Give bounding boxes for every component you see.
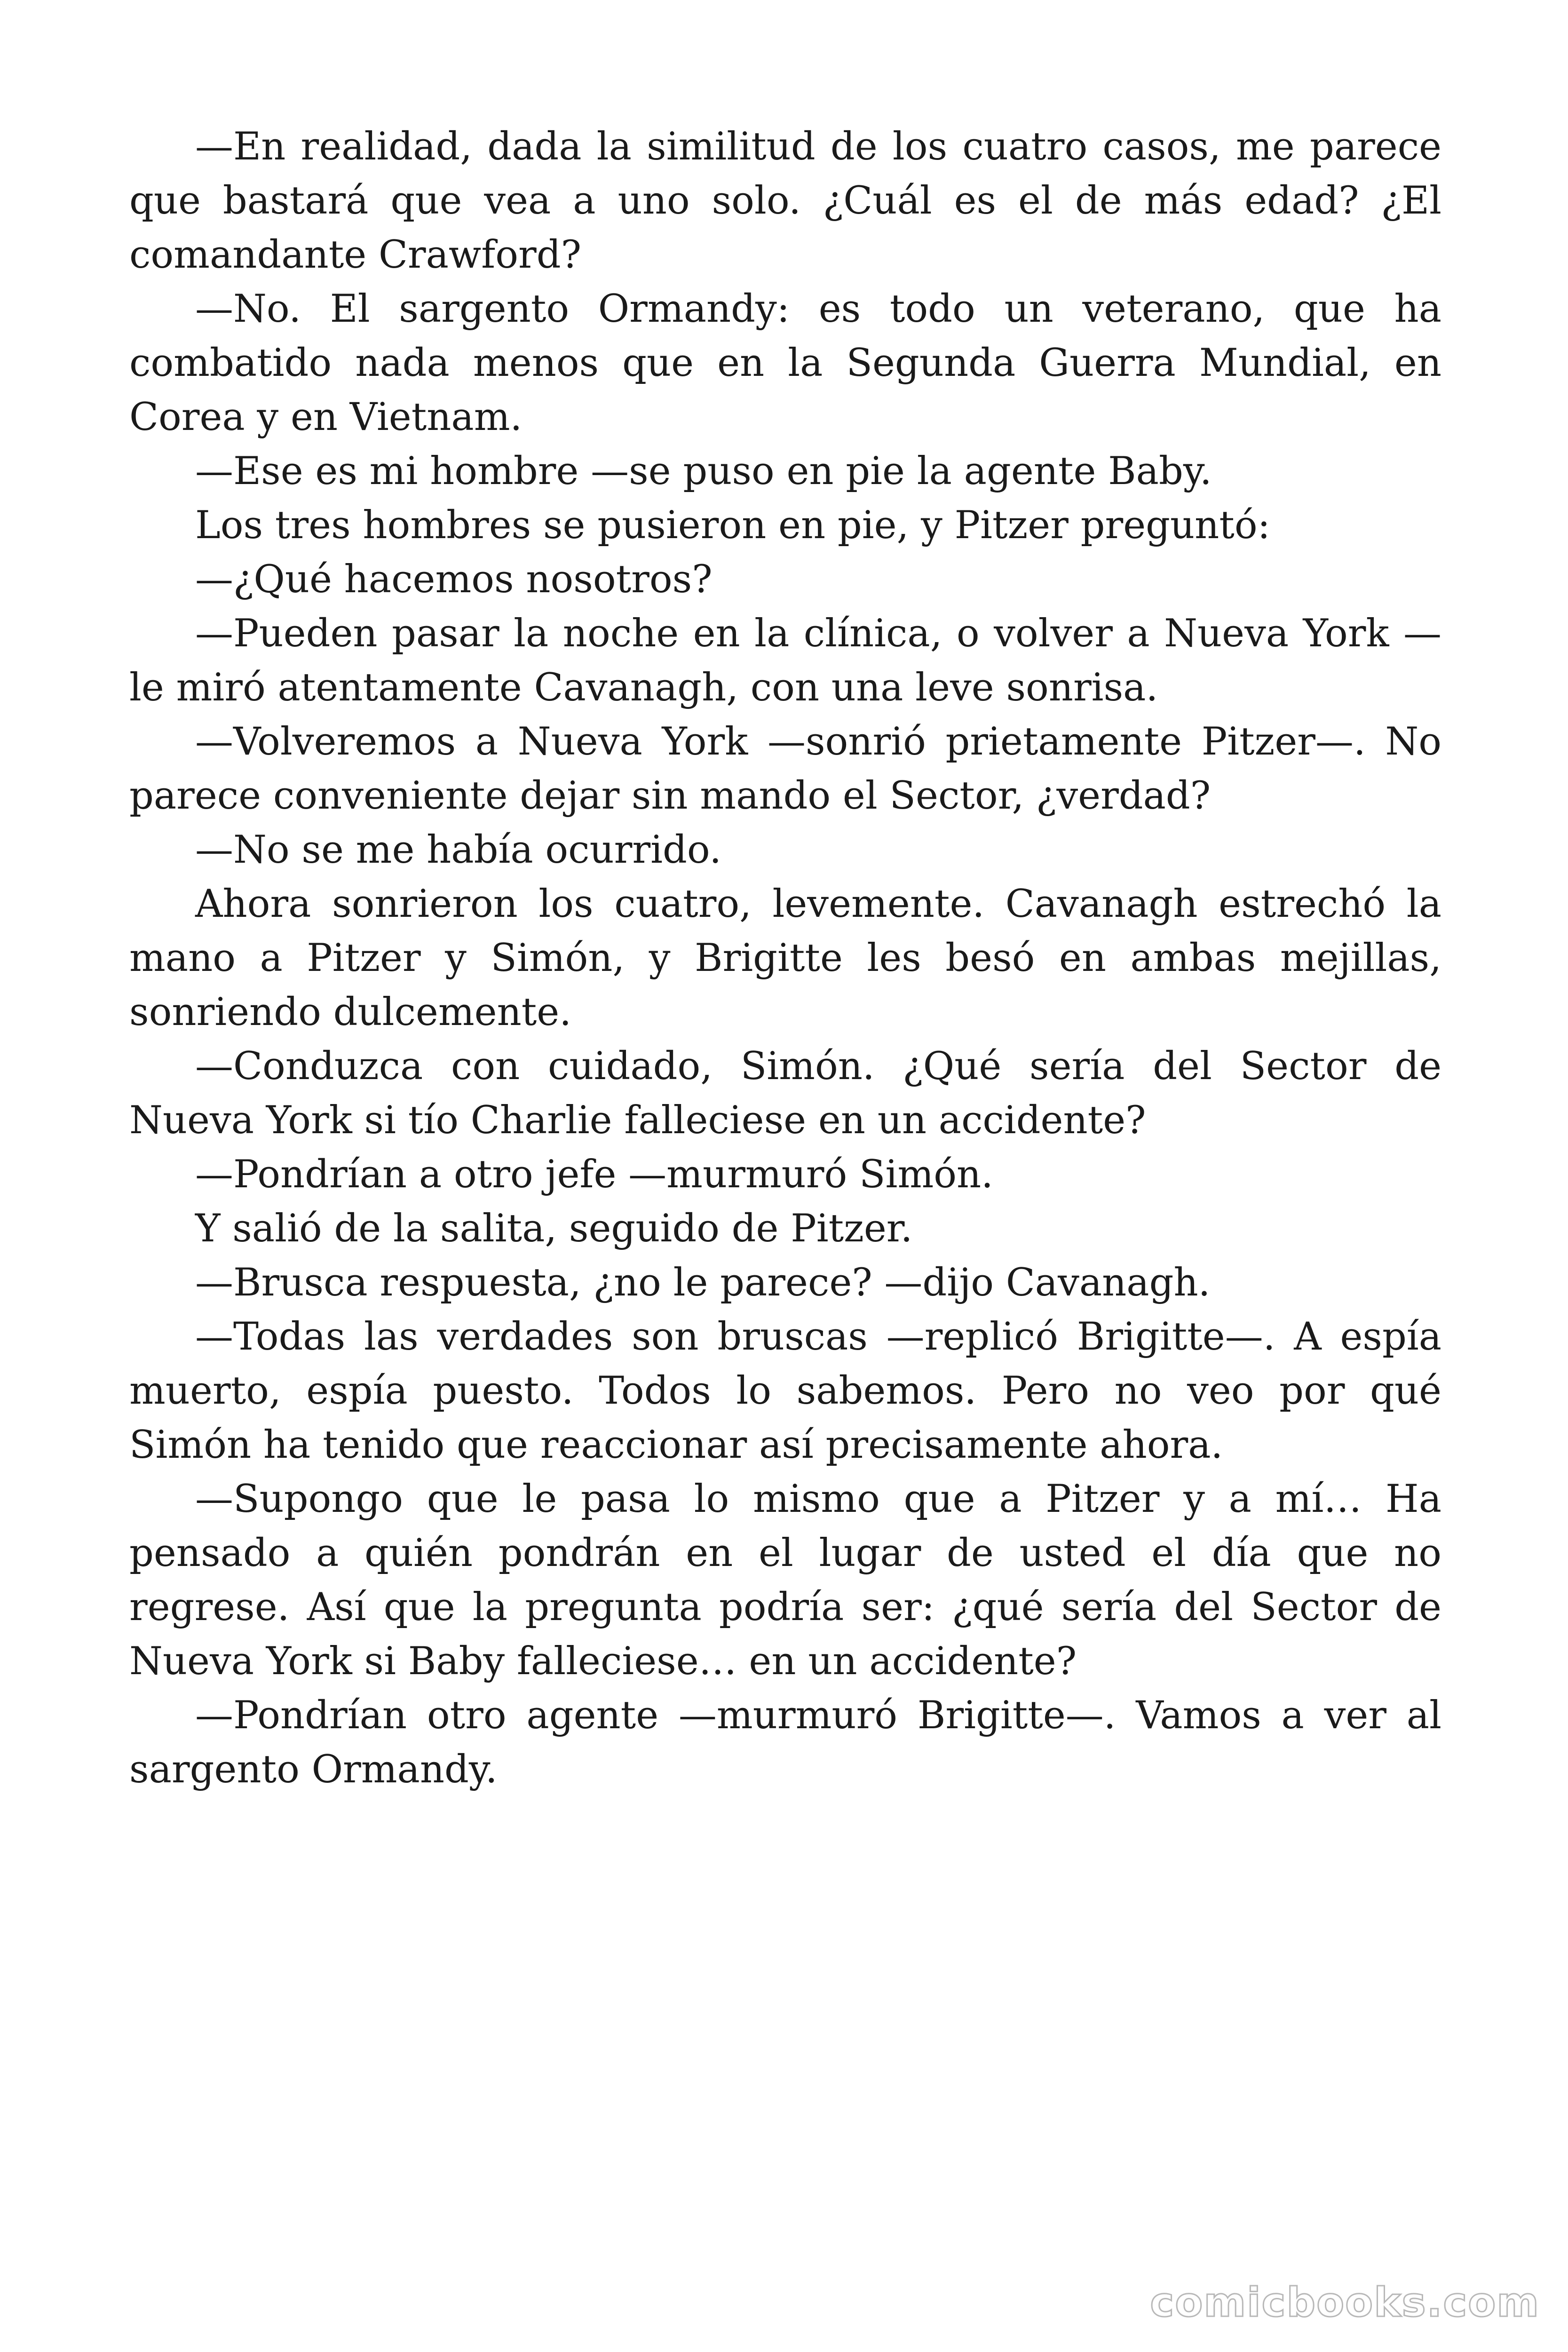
paragraph: —Pondrían a otro jefe —murmuró Simón.	[195, 1152, 993, 1197]
watermark: comicbooks.com	[1150, 2279, 1540, 2326]
paragraph: —Ese es mi hombre —se puso en pie la agente Baby.	[195, 449, 1212, 493]
paragraph: —Brusca respuesta, ¿no le parece? —dijo Cavanagh.	[195, 1261, 1211, 1305]
paragraph: —Todas las verdades son bruscas —replicó Brigitte—. A espía muerto, espía puesto. Todos lo sabemos. Pero no veo por qué Simón ha tenido que reaccionar así precisamente ahora.	[129, 1315, 1441, 1467]
paragraph: —Supongo que le pasa lo mismo que a Pitzer y a mí… Ha pensado a quién pondrán en el lugar de usted el día que no regrese. Así que la pregunta podría ser: ¿qué sería del Sector de Nueva York si Baby falleciese… en un accidente?	[129, 1477, 1441, 1684]
paragraph: —En realidad, dada la similitud de los cuatro casos, me parece que bastará que vea a uno solo. ¿Cuál es el de más edad? ¿El comandante Crawford?	[129, 125, 1441, 277]
paragraph: —Pondrían otro agente —murmuró Brigitte—. Vamos a ver al sargento Ormandy.	[129, 1693, 1441, 1792]
paragraph: Ahora sonrieron los cuatro, levemente. Cavanagh estrechó la mano a Pitzer y Simón, y Brigitte les besó en ambas mejillas, sonriendo dulcemente.	[129, 882, 1441, 1034]
paragraph: —Pueden pasar la noche en la clínica, o volver a Nueva York —le miró atentamente Cavanagh, con una leve sonrisa.	[129, 612, 1441, 710]
paragraph: Y salió de la salita, seguido de Pitzer.	[195, 1207, 913, 1251]
paragraph: —¿Qué hacemos nosotros?	[195, 557, 713, 602]
paragraph: —Volveremos a Nueva York —sonrió prietamente Pitzer—. No parece conveniente dejar sin mando el Sector, ¿verdad?	[129, 720, 1441, 818]
paragraph: Los tres hombres se pusieron en pie, y Pitzer preguntó:	[195, 503, 1270, 548]
paragraph: —No se me había ocurrido.	[195, 828, 721, 872]
paragraph: —No. El sargento Ormandy: es todo un veterano, que ha combatido nada menos que en la Segunda Guerra Mundial, en Corea y en Vietnam.	[129, 287, 1441, 439]
paragraph: —Conduzca con cuidado, Simón. ¿Qué sería del Sector de Nueva York si tío Charlie falleciese en un accidente?	[129, 1044, 1441, 1143]
body-text	[129, 120, 1441, 1797]
